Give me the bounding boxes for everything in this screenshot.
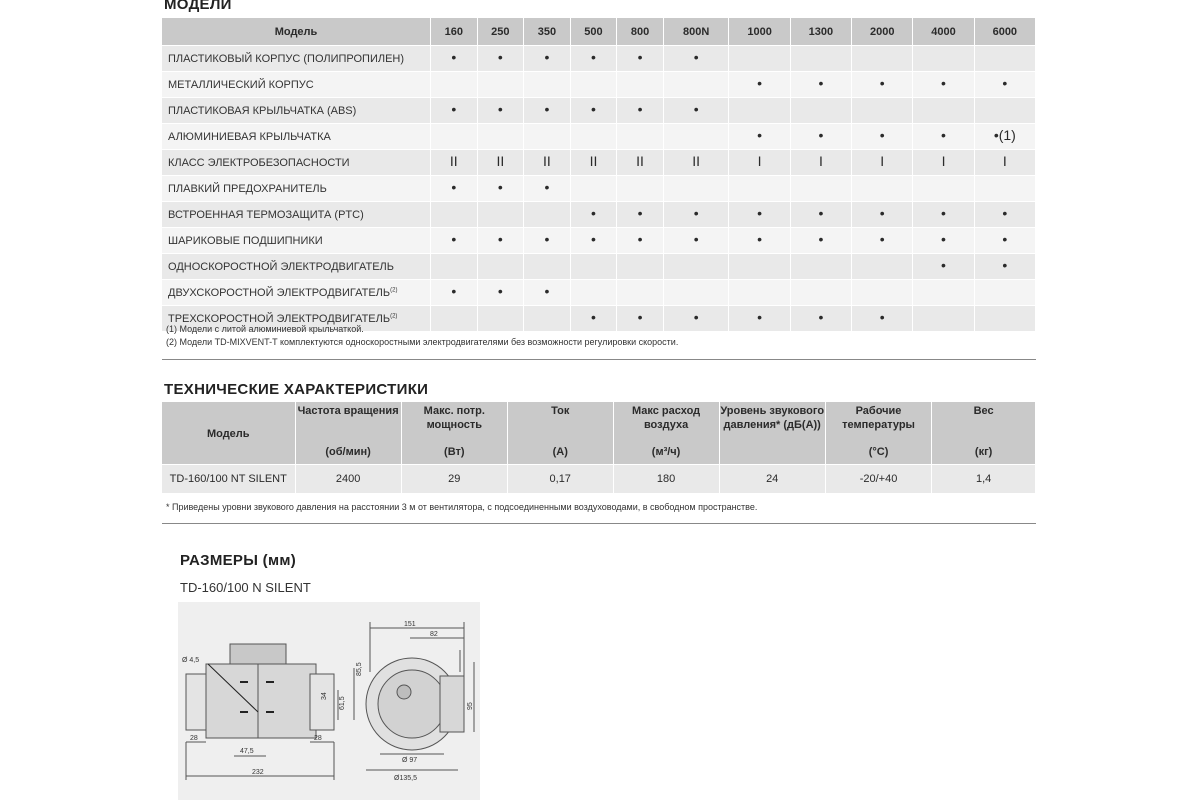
- cell-value: •: [451, 179, 457, 195]
- feature-label-text: ПЛАСТИКОВАЯ КРЫЛЬЧАТКА (ABS): [168, 104, 357, 117]
- cell-value: •: [757, 231, 763, 247]
- table-cell: [663, 306, 729, 332]
- table-row: [162, 465, 1036, 494]
- models-title: МОДЕЛИ: [164, 0, 232, 13]
- cell-value: •: [818, 309, 824, 325]
- cell-value: •: [757, 205, 763, 221]
- table-cell: [852, 254, 913, 280]
- cell-value: •: [1002, 75, 1008, 91]
- tech-header-top: Частота вращения: [297, 405, 399, 417]
- feature-label-text: ОДНОСКОРОСТНОЙ ЭЛЕКТРОДВИГАТЕЛЬ: [168, 260, 394, 273]
- table-cell: [617, 228, 664, 254]
- table-cell: [431, 306, 478, 332]
- table-cell: [477, 228, 524, 254]
- feature-label: [162, 124, 431, 150]
- table-cell: [617, 176, 664, 202]
- table-cell: [570, 280, 617, 306]
- table-cell: [431, 72, 478, 98]
- tech-header-bottom: (кг): [974, 446, 993, 458]
- table-cell: [524, 124, 571, 150]
- dim-label-h34: 34: [321, 692, 328, 700]
- models-column-header: 4000: [913, 18, 974, 46]
- table-cell: [477, 72, 524, 98]
- cell-value: •: [941, 75, 946, 91]
- table-cell: [790, 280, 851, 306]
- table-cell: [790, 202, 851, 228]
- table-cell: [790, 46, 851, 72]
- models-column-header: 160: [431, 18, 478, 46]
- dimension-drawing: [178, 602, 480, 800]
- models-column-header: 1000: [729, 18, 790, 46]
- models-column-header: 800: [617, 18, 664, 46]
- table-cell: [617, 254, 664, 280]
- table-cell: [852, 228, 913, 254]
- dim-label-d97: Ø 97: [402, 757, 418, 764]
- table-cell: [852, 202, 913, 228]
- cell-value: II: [496, 153, 505, 169]
- cell-value: •: [693, 231, 699, 247]
- table-row: [162, 98, 1036, 124]
- tech-column-header: [825, 402, 931, 465]
- table-cell: [477, 306, 524, 332]
- table-cell: [913, 176, 974, 202]
- table-cell: [477, 150, 524, 176]
- tech-column-header: [932, 402, 1036, 465]
- table-cell: [570, 202, 617, 228]
- table-row: [162, 254, 1036, 280]
- cell-value: •: [591, 101, 596, 117]
- tech-cell: -20/+40: [825, 465, 931, 494]
- cell-value: •: [451, 101, 457, 117]
- cell-value: •: [693, 101, 699, 117]
- models-table: [162, 18, 1036, 331]
- tech-header-top: Рабочие температуры: [842, 405, 915, 431]
- cell-value: •: [497, 179, 503, 195]
- table-cell: [663, 176, 729, 202]
- table-cell: [913, 72, 974, 98]
- front-inlet: [378, 670, 446, 738]
- table-cell: [477, 202, 524, 228]
- tech-header-row: [162, 402, 1036, 465]
- feature-label: [162, 176, 431, 202]
- tech-footnote: * Приведены уровни звукового давления на расстоянии 3 м от вентилятора, с подсоединенными воздуховодами, в свободном пространстве.: [166, 502, 758, 512]
- table-cell: [852, 98, 913, 124]
- dim-label-d1355: Ø135,5: [394, 775, 417, 782]
- tech-cell: 29: [401, 465, 507, 494]
- table-cell: [974, 202, 1035, 228]
- cell-value: •: [941, 257, 946, 273]
- table-cell: [974, 280, 1035, 306]
- table-cell: [790, 124, 851, 150]
- table-cell: [729, 176, 790, 202]
- cell-value: •: [451, 231, 457, 247]
- table-cell: [663, 202, 729, 228]
- tech-cell: 0,17: [507, 465, 613, 494]
- tech-cell: 180: [613, 465, 719, 494]
- tech-column-header: [613, 402, 719, 465]
- table-cell: [790, 72, 851, 98]
- table-cell: [617, 124, 664, 150]
- models-footnote-2: (2) Модели TD-MIXVENT-T комплектуются односкоростными электродвигателями без возможности регулировки скорости.: [166, 337, 679, 347]
- cell-value: II: [589, 153, 598, 169]
- table-row: [162, 280, 1036, 306]
- table-cell: [617, 202, 664, 228]
- feature-label-text: ПЛАСТИКОВЫЙ КОРПУС (ПОЛИПРОПИЛЕН): [168, 52, 405, 65]
- cell-value: •: [879, 205, 885, 221]
- table-cell: [663, 98, 729, 124]
- feature-label: [162, 228, 431, 254]
- table-cell: [729, 72, 790, 98]
- table-cell: [477, 98, 524, 124]
- table-cell: [852, 124, 913, 150]
- feature-label-text: ТРЕХСКОРОСТНОЙ ЭЛЕКТРОДВИГАТЕЛЬ: [168, 312, 391, 325]
- table-cell: [974, 306, 1035, 332]
- table-cell: [431, 176, 478, 202]
- cell-value: •: [757, 75, 763, 91]
- cell-value: I: [880, 153, 885, 169]
- cell-value: II: [692, 153, 701, 169]
- tech-column-header: [507, 402, 613, 465]
- table-cell: [729, 124, 790, 150]
- tech-header-top: Ток: [551, 405, 570, 417]
- table-row: [162, 124, 1036, 150]
- table-cell: [974, 176, 1035, 202]
- table-cell: [790, 176, 851, 202]
- table-cell: [524, 280, 571, 306]
- table-cell: [570, 176, 617, 202]
- cell-value: •: [637, 101, 643, 117]
- tech-header-bottom: (Вт): [444, 446, 465, 458]
- table-cell: [570, 72, 617, 98]
- table-cell: [913, 46, 974, 72]
- tech-header-top: Уровень звукового давления* (дБ(А)): [720, 405, 825, 431]
- table-cell: [974, 150, 1035, 176]
- tech-column-header: [401, 402, 507, 465]
- table-cell: [524, 202, 571, 228]
- table-cell: [852, 176, 913, 202]
- table-cell: [617, 280, 664, 306]
- cell-value: •: [941, 231, 946, 247]
- models-column-header: 2000: [852, 18, 913, 46]
- table-cell: [974, 72, 1035, 98]
- table-cell: [663, 46, 729, 72]
- models-column-header: 500: [570, 18, 617, 46]
- cell-value: •: [497, 101, 503, 117]
- cell-value: •: [879, 127, 885, 143]
- section-divider: [162, 359, 1036, 360]
- cell-value: •: [544, 283, 550, 299]
- table-cell: [524, 46, 571, 72]
- table-cell: [913, 124, 974, 150]
- table-cell: [852, 46, 913, 72]
- table-cell: [431, 202, 478, 228]
- table-cell: [431, 280, 478, 306]
- cell-value: •: [941, 205, 946, 221]
- table-cell: [524, 72, 571, 98]
- feature-label: [162, 98, 431, 124]
- front-box: [440, 676, 464, 732]
- cell-value: •: [451, 49, 457, 65]
- cell-value: I: [941, 153, 946, 169]
- table-cell: [790, 150, 851, 176]
- table-cell: [913, 280, 974, 306]
- table-cell: [477, 280, 524, 306]
- cell-value: •: [818, 231, 824, 247]
- table-cell: [974, 46, 1035, 72]
- tech-header-top: Макс. потр. мощность: [423, 405, 485, 431]
- feature-footnote-marker: (2): [390, 286, 398, 293]
- table-cell: [570, 150, 617, 176]
- dim-label-w151: 151: [404, 621, 416, 628]
- feature-label: [162, 280, 431, 306]
- tech-column-header: [162, 402, 295, 465]
- table-cell: [570, 124, 617, 150]
- cell-value: •: [879, 75, 885, 91]
- table-cell: [617, 46, 664, 72]
- cell-value: •: [818, 205, 824, 221]
- tech-cell: 2400: [295, 465, 401, 494]
- table-cell: [663, 124, 729, 150]
- models-column-header: 350: [524, 18, 571, 46]
- table-cell: [663, 228, 729, 254]
- table-cell: [913, 202, 974, 228]
- feature-label-text: ПЛАВКИЙ ПРЕДОХРАНИТЕЛЬ: [168, 182, 327, 195]
- feature-label-text: ШАРИКОВЫЕ ПОДШИПНИКИ: [168, 234, 323, 247]
- cell-value: •: [693, 205, 699, 221]
- cell-value: •: [544, 231, 550, 247]
- feature-label: [162, 72, 431, 98]
- feature-label-text: МЕТАЛЛИЧЕСКИЙ КОРПУС: [168, 78, 314, 91]
- cell-value: •: [757, 127, 763, 143]
- dim-label-w28a: 28: [190, 735, 198, 742]
- cell-value: •: [818, 127, 824, 143]
- cell-value: •: [1002, 231, 1008, 247]
- table-cell: [570, 228, 617, 254]
- cell-value: II: [449, 153, 458, 169]
- table-cell: [974, 254, 1035, 280]
- table-cell: [524, 176, 571, 202]
- dimension-drawing-svg: [178, 602, 480, 800]
- tech-column-header: [295, 402, 401, 465]
- table-cell: [852, 280, 913, 306]
- table-cell: [524, 150, 571, 176]
- table-cell: [663, 280, 729, 306]
- cell-value: II: [636, 153, 644, 169]
- feature-footnote-marker: (2): [390, 312, 398, 319]
- models-column-header: 6000: [974, 18, 1035, 46]
- tech-header-bottom: (А): [552, 446, 568, 458]
- table-cell: [524, 98, 571, 124]
- table-cell: [974, 98, 1035, 124]
- table-row: [162, 72, 1036, 98]
- cell-value: •: [497, 283, 503, 299]
- cell-value: •(1): [993, 127, 1016, 143]
- table-cell: [974, 124, 1035, 150]
- feature-label: [162, 202, 431, 228]
- cell-value: •: [1002, 205, 1008, 221]
- table-cell: [570, 254, 617, 280]
- cell-value: •: [637, 49, 643, 65]
- cell-value: •: [544, 179, 550, 195]
- cell-value: •: [544, 49, 550, 65]
- tech-header-top: Макс расход воздуха: [631, 405, 701, 431]
- table-cell: [852, 150, 913, 176]
- cell-value: •: [544, 101, 550, 117]
- dim-label-w82: 82: [430, 631, 438, 638]
- cell-value: •: [818, 75, 824, 91]
- cell-value: •: [591, 49, 596, 65]
- table-row: [162, 228, 1036, 254]
- dim-label-w28b: 28: [314, 735, 322, 742]
- table-cell: [477, 176, 524, 202]
- feature-label: [162, 46, 431, 72]
- cell-value: •: [757, 309, 763, 325]
- cell-value: •: [637, 309, 643, 325]
- cell-value: II: [543, 153, 551, 169]
- tech-header-bottom: (м³/ч): [651, 446, 681, 458]
- table-cell: [729, 202, 790, 228]
- models-column-header: 800N: [663, 18, 729, 46]
- dim-label-h855: 85,5: [356, 662, 363, 676]
- table-cell: [431, 228, 478, 254]
- table-cell: [729, 254, 790, 280]
- cell-value: •: [941, 127, 946, 143]
- cell-value: •: [591, 309, 596, 325]
- tech-header-top: Вес: [973, 405, 994, 417]
- table-cell: [617, 98, 664, 124]
- table-cell: [663, 72, 729, 98]
- dims-title: РАЗМЕРЫ (мм): [180, 552, 297, 569]
- table-cell: [570, 46, 617, 72]
- models-column-header: 1300: [790, 18, 851, 46]
- table-cell: [617, 306, 664, 332]
- feature-label-text: ДВУХСКОРОСТНОЙ ЭЛЕКТРОДВИГАТЕЛЬ: [168, 286, 391, 299]
- table-cell: [913, 254, 974, 280]
- table-cell: [729, 228, 790, 254]
- dim-label-h95: 95: [467, 702, 474, 710]
- tech-cell: 24: [719, 465, 825, 494]
- dim-label-w232: 232: [252, 769, 264, 776]
- feature-label-text: ВСТРОЕННАЯ ТЕРМОЗАЩИТА (PTC): [168, 208, 364, 221]
- table-cell: [913, 150, 974, 176]
- cell-value: •: [451, 283, 457, 299]
- cell-value: •: [693, 309, 699, 325]
- side-duct-right: [310, 674, 334, 730]
- cell-value: I: [1002, 153, 1007, 169]
- table-cell: [524, 306, 571, 332]
- cell-value: •: [591, 231, 596, 247]
- tech-column-header: [719, 402, 825, 465]
- cell-value: •: [693, 49, 699, 65]
- models-column-header: 250: [477, 18, 524, 46]
- cell-value: •: [591, 205, 596, 221]
- table-row: [162, 202, 1036, 228]
- table-cell: [729, 150, 790, 176]
- table-row: [162, 46, 1036, 72]
- table-cell: [729, 46, 790, 72]
- front-hub: [397, 685, 411, 699]
- tech-table: [162, 402, 1036, 493]
- tech-cell: 1,4: [932, 465, 1036, 494]
- tech-cell: TD-160/100 NT SILENT: [162, 465, 295, 494]
- dim-label-w475: 47,5: [240, 748, 254, 755]
- table-cell: [790, 98, 851, 124]
- side-terminal-box: [230, 644, 286, 664]
- table-cell: [790, 228, 851, 254]
- table-cell: [617, 150, 664, 176]
- table-cell: [852, 306, 913, 332]
- table-cell: [913, 306, 974, 332]
- side-body: [206, 664, 316, 738]
- models-footnote-1: (1) Модели с литой алюминиевой крыльчаткой.: [166, 324, 364, 334]
- table-cell: [431, 46, 478, 72]
- dims-model-name: TD-160/100 N SILENT: [180, 580, 311, 595]
- table-cell: [524, 228, 571, 254]
- dim-label-d45: Ø 4,5: [182, 657, 200, 664]
- table-cell: [663, 150, 729, 176]
- table-cell: [913, 228, 974, 254]
- table-row: [162, 176, 1036, 202]
- table-cell: [570, 306, 617, 332]
- tech-header-bottom: (°С): [868, 446, 889, 458]
- feature-label: [162, 150, 431, 176]
- table-cell: [729, 306, 790, 332]
- models-header-row: [162, 18, 1036, 46]
- cell-value: •: [497, 231, 503, 247]
- cell-value: I: [818, 153, 823, 169]
- feature-label-text: КЛАСС ЭЛЕКТРОБЕЗОПАСНОСТИ: [168, 156, 350, 169]
- table-cell: [477, 46, 524, 72]
- table-cell: [431, 98, 478, 124]
- table-cell: [477, 254, 524, 280]
- cell-value: •: [1002, 257, 1008, 273]
- dim-label-h615: 61,5: [339, 696, 346, 710]
- table-cell: [431, 150, 478, 176]
- table-row: [162, 150, 1036, 176]
- section-divider: [162, 523, 1036, 524]
- tech-header-top: [162, 402, 295, 404]
- cell-value: I: [757, 153, 762, 169]
- cell-value: •: [879, 309, 885, 325]
- table-cell: [617, 72, 664, 98]
- table-cell: [729, 98, 790, 124]
- feature-label-text: АЛЮМИНИЕВАЯ КРЫЛЬЧАТКА: [168, 130, 331, 143]
- table-cell: [477, 124, 524, 150]
- cell-value: •: [637, 205, 643, 221]
- table-cell: [852, 72, 913, 98]
- tech-title: ТЕХНИЧЕСКИЕ ХАРАКТЕРИСТИКИ: [164, 381, 429, 398]
- table-cell: [729, 280, 790, 306]
- models-header-label: Модель: [162, 18, 431, 46]
- table-cell: [790, 254, 851, 280]
- table-cell: [431, 254, 478, 280]
- table-cell: [790, 306, 851, 332]
- table-cell: [913, 98, 974, 124]
- tech-header-bottom: Модель: [206, 428, 250, 440]
- table-cell: [570, 98, 617, 124]
- tech-header-bottom: (об/мин): [325, 446, 371, 458]
- feature-label: [162, 254, 431, 280]
- table-cell: [524, 254, 571, 280]
- table-cell: [974, 228, 1035, 254]
- cell-value: •: [497, 49, 503, 65]
- cell-value: •: [637, 231, 643, 247]
- table-cell: [431, 124, 478, 150]
- cell-value: •: [879, 231, 885, 247]
- table-cell: [663, 254, 729, 280]
